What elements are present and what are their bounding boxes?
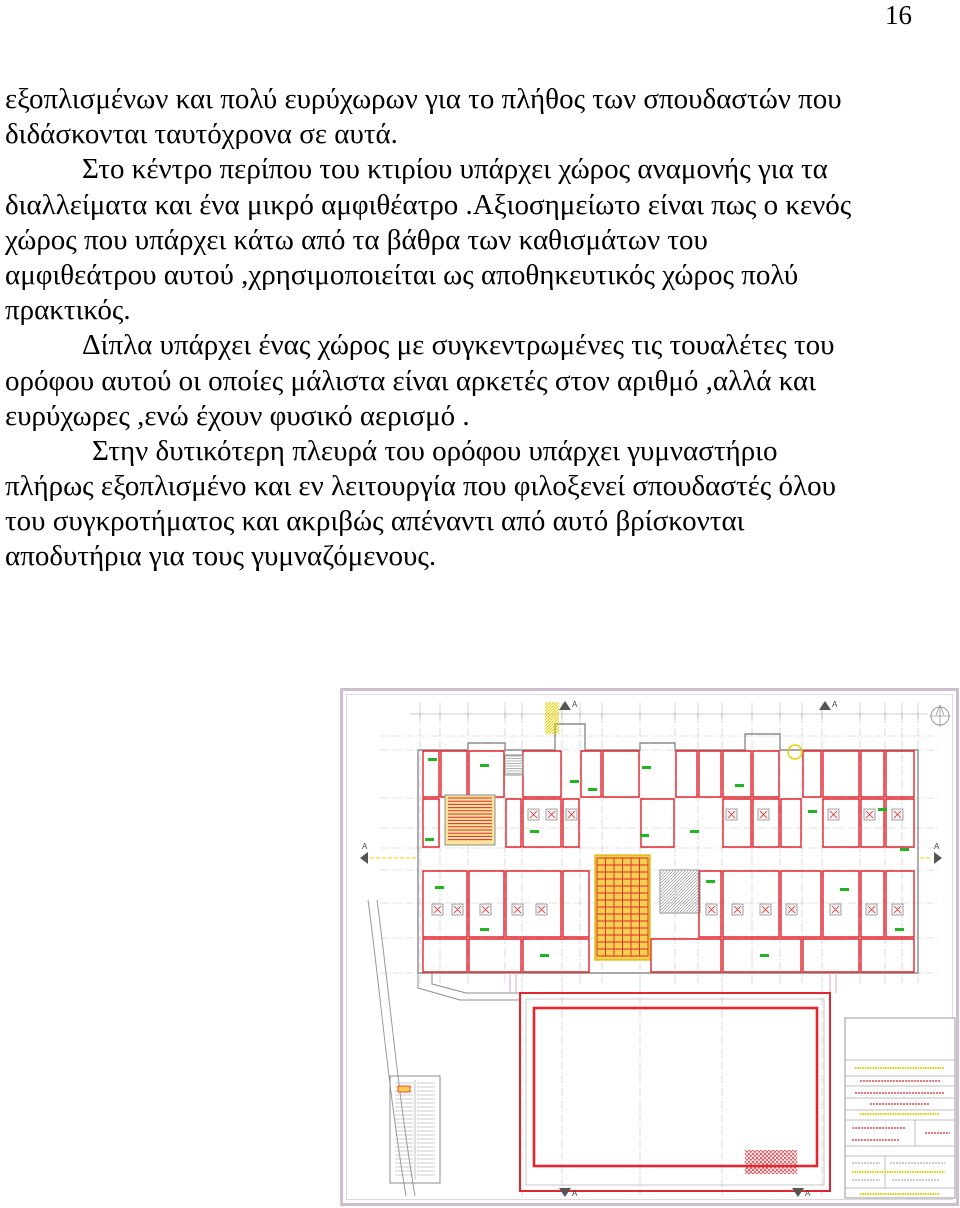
staircase-southwest-detail: [398, 1086, 410, 1092]
text-line: ορόφου αυτού οι οποίες μάλιστα είναι αρκετές στον αριθμό ,αλλά και: [5, 364, 817, 397]
paragraph: [5, 152, 955, 328]
toilet-block: [595, 855, 650, 960]
text-line: διδάσκονται ταυτόχρονα σε αυτά.: [5, 118, 398, 151]
text-line: ευρύχωρες ,ενώ έχουν φυσικό αερισμό .: [5, 399, 470, 432]
section-marker-label: A: [572, 700, 578, 709]
section-marker-label: A: [934, 842, 940, 851]
section-marker-label: A: [832, 700, 838, 709]
section-marker-label: A: [572, 1189, 578, 1198]
page-number: 16: [885, 0, 912, 30]
floor-plan-drawing: [340, 688, 960, 1208]
paragraph: [5, 82, 955, 152]
text-line: εξοπλισμένων και πολύ ευρύχωρων για το πλήθος των σπουδαστών που: [5, 83, 842, 115]
text-line: Στην δυτικότερη πλευρά του ορόφου υπάρχει γυμναστήριο: [92, 434, 778, 467]
text-line: αμφιθεάτρου αυτού ,χρησιμοποιείται ως αποθηκευτικός χώρος πολύ: [5, 258, 799, 291]
text-line: του συγκροτήματος και ακριβώς απέναντι από αυτό βρίσκονται: [5, 505, 745, 538]
section-marker-label: A: [805, 1189, 811, 1198]
paragraph: [5, 328, 955, 434]
section-marker-label: A: [362, 842, 368, 851]
title-block: [845, 1018, 955, 1198]
body-text: [5, 82, 955, 575]
text-line: διαλλείματα και ένα μικρό αμφιθέατρο .Αξιοσημείωτο είναι πως ο κενός: [5, 188, 852, 221]
paragraph: [5, 434, 955, 575]
text-line: Στο κέντρο περίπου του κτιρίου υπάρχει χώρος αναμονής για τα: [82, 153, 828, 186]
text-line: πλήρως εξοπλισμένο και εν λειτουργία που φιλοξενεί σπουδαστές όλου: [5, 470, 836, 503]
text-line: χώρος που υπάρχει κάτω από τα βάθρα των καθισμάτων του: [5, 223, 708, 256]
text-line: αποδυτήρια για τους γυμναζόμενους.: [5, 540, 437, 573]
text-line: πρακτικός.: [5, 294, 131, 327]
amphitheatre: [445, 795, 495, 845]
text-line: Δίπλα υπάρχει ένας χώρος με συγκεντρωμένες τις τουαλέτες του: [82, 329, 835, 362]
